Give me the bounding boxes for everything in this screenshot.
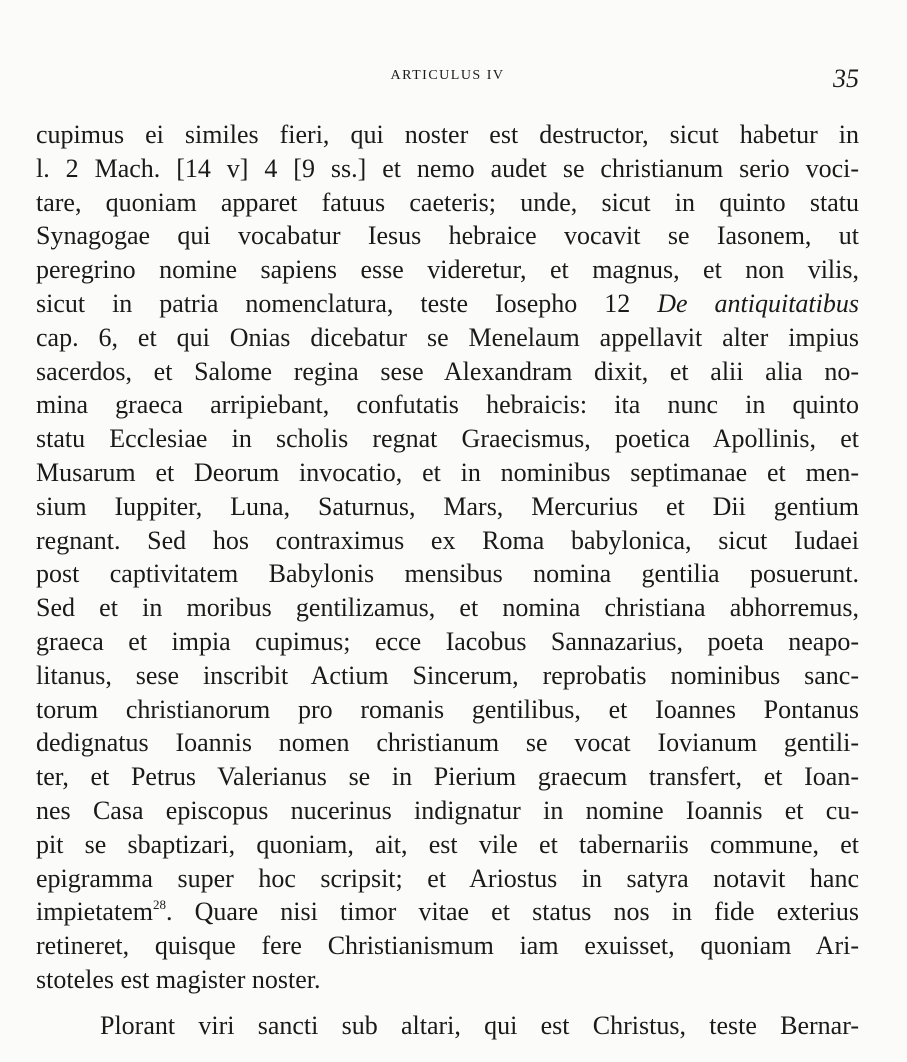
text-line: graeca et impia cupimus; ecce Iacobus Sannazarius, poeta neapo- (36, 626, 859, 656)
text-line: epigramma super hoc scripsit; et Ariostus in satyra notavit hanc (36, 863, 859, 893)
text-line: statu Ecclesiae in scholis regnat Graecismus, poetica Apollinis, et (36, 424, 859, 454)
footnote-marker: 28 (152, 897, 166, 913)
page-number: 35 (833, 64, 859, 93)
text-line: Musarum et Deorum invocatio, et in nominibus septimanae et men- (36, 457, 859, 487)
text-line: Synagogae qui vocabatur Iesus hebraice vocavit se Iasonem, ut (36, 221, 859, 251)
text-line: stoteles est magister noster. (36, 964, 321, 994)
text-line: litanus, sese inscribit Actium Sincerum, reprobatis nominibus sanc- (36, 660, 859, 690)
text-line: retineret, quisque fere Christianismum iam exuisset, quoniam Ari- (36, 931, 859, 961)
running-head: ARTICULUS IV (390, 68, 505, 83)
text-line: sium Iuppiter, Luna, Saturnus, Mars, Mercurius et Dii gentium (36, 491, 859, 521)
text-line: mina graeca arripiebant, confutatis hebraicis: ita nunc in quinto (36, 390, 859, 420)
italic-title: De antiquitatibus (657, 288, 859, 318)
text-line: nes Casa episcopus nucerinus indignatur in nomine Ioannis et cu- (36, 795, 859, 825)
text-line: pit se sbaptizari, quoniam, ait, est vile et tabernariis commune, et (36, 829, 859, 859)
text-line: regnant. Sed hos contraximus ex Roma babylonica, sicut Iudaei (36, 525, 859, 555)
text-line: sicut in patria nomenclatura, teste Iosepho 12 De antiquitatibus (36, 288, 859, 318)
text-line: ter, et Petrus Valerianus se in Pierium graecum transfert, et Ioan- (36, 762, 859, 792)
text-line: dedignatus Ioannis nomen christianum se vocat Iovianum gentili- (36, 728, 859, 758)
text-line: Plorant viri sancti sub altari, qui est Christus, teste Bernar- (100, 1010, 859, 1040)
body-text (36, 118, 859, 1043)
text-line: torum christianorum pro romanis gentilibus, et Ioannes Pontanus (36, 694, 859, 724)
text-line: cap. 6, et qui Onias dicebatur se Menelaum appellavit alter impius (36, 322, 859, 352)
text-line: impietatem$^{28}$. Quare nisi timor vitae et status nos in fide exterius (36, 897, 859, 927)
text-line: Sed et in moribus gentilizamus, et nomina christiana abhorremus, (36, 593, 859, 623)
text-line: l. 2 Mach. [14 v] 4 [9 ss.] et nemo audet se christianum serio voci- (36, 153, 859, 183)
text-line: tare, quoniam apparet fatuus caeteris; unde, sicut in quinto statu (36, 187, 859, 217)
paragraph-gap (36, 997, 859, 1009)
page-header (36, 64, 859, 94)
text-line: peregrino nomine sapiens esse videretur, et magnus, et non vilis, (36, 255, 859, 285)
text-line: sacerdos, et Salome regina sese Alexandram dixit, et alii alia no- (36, 356, 859, 386)
text-line: cupimus ei similes fieri, qui noster est destructor, sicut habetur in (36, 120, 859, 149)
text-line: post captivitatem Babylonis mensibus nomina gentilia posuerunt. (36, 559, 859, 589)
